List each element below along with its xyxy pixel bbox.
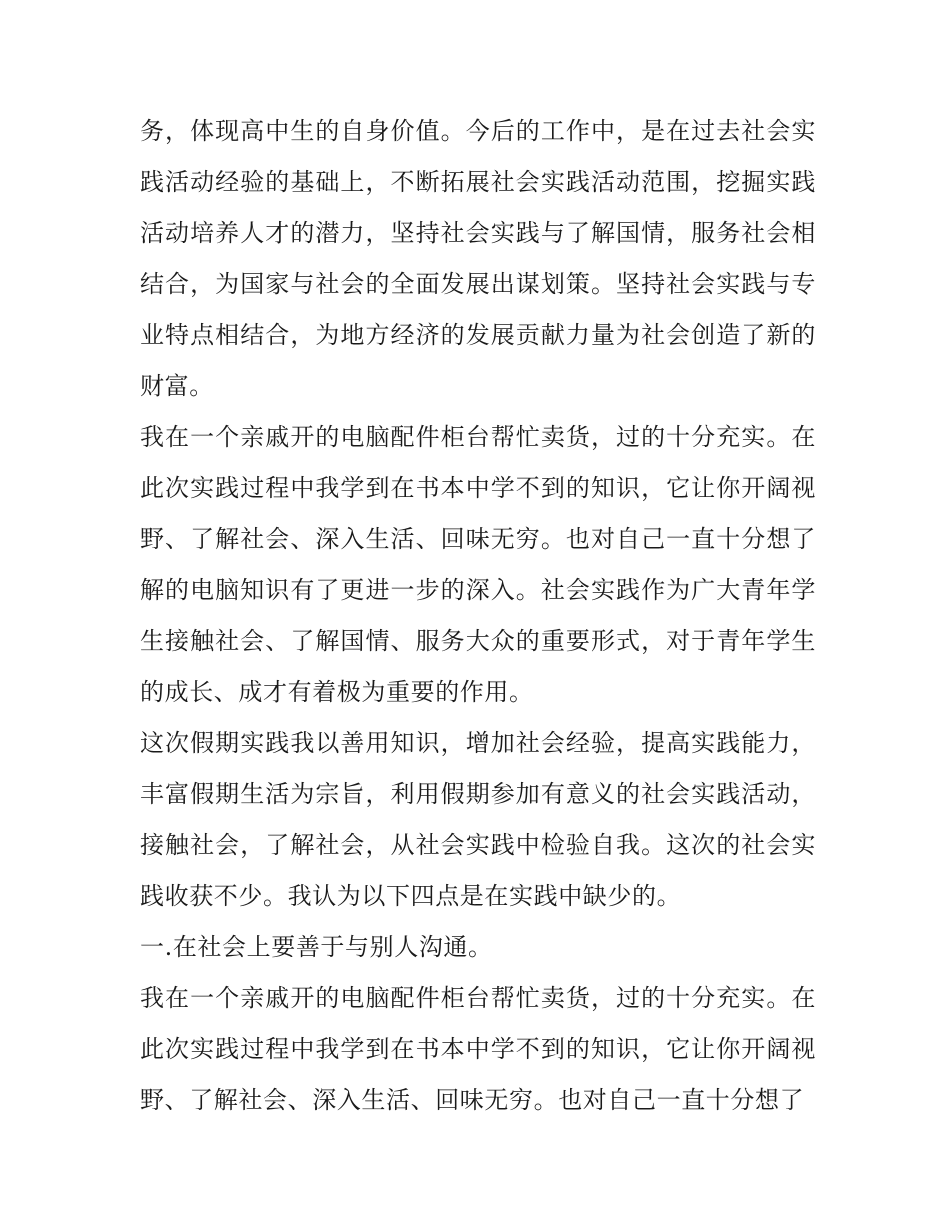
paragraph-4: 一.在社会上要善于与别人沟通。 (140, 933, 493, 961)
paragraph-2: 我在一个亲戚开的电脑配件柜台帮忙卖货，过的十分充实。在此次实践过程中我学到在书本中学不到的知识，它让你开阔视野、了解社会、深入生活、回味无穷。也对自己一直十分想了解的电脑知识有了更进一步的深入。社会实践作为广大青年学生接触社会、了解国情、服务大众的重要形式，对于青年学生的成长、成才有着极为重要的作用。 (140, 423, 816, 706)
paragraph-5: 我在一个亲戚开的电脑配件柜台帮忙卖货，过的十分充实。在此次实践过程中我学到在书本中学不到的知识，它让你开阔视野、了解社会、深入生活、回味无穷。也对自己一直十分想了 (140, 984, 816, 1114)
paragraph-1: 务，体现高中生的自身价值。今后的工作中，是在过去社会实践活动经验的基础上，不断拓展社会实践活动范围，挖掘实践活动培养人才的潜力，坚持社会实践与了解国情，服务社会相结合，为国家与社会的全面发展出谋划策。坚持社会实践与专业特点相结合，为地方经济的发展贡献力量为社会创造了新的财富。 (140, 117, 816, 400)
document-body (140, 106, 816, 1126)
paragraph-3: 这次假期实践我以善用知识，增加社会经验，提高实践能力，丰富假期生活为宗旨，利用假期参加有意义的社会实践活动，接触社会，了解社会，从社会实践中检验自我。这次的社会实践收获不少。我认为以下四点是在实践中缺少的。 (140, 729, 816, 910)
